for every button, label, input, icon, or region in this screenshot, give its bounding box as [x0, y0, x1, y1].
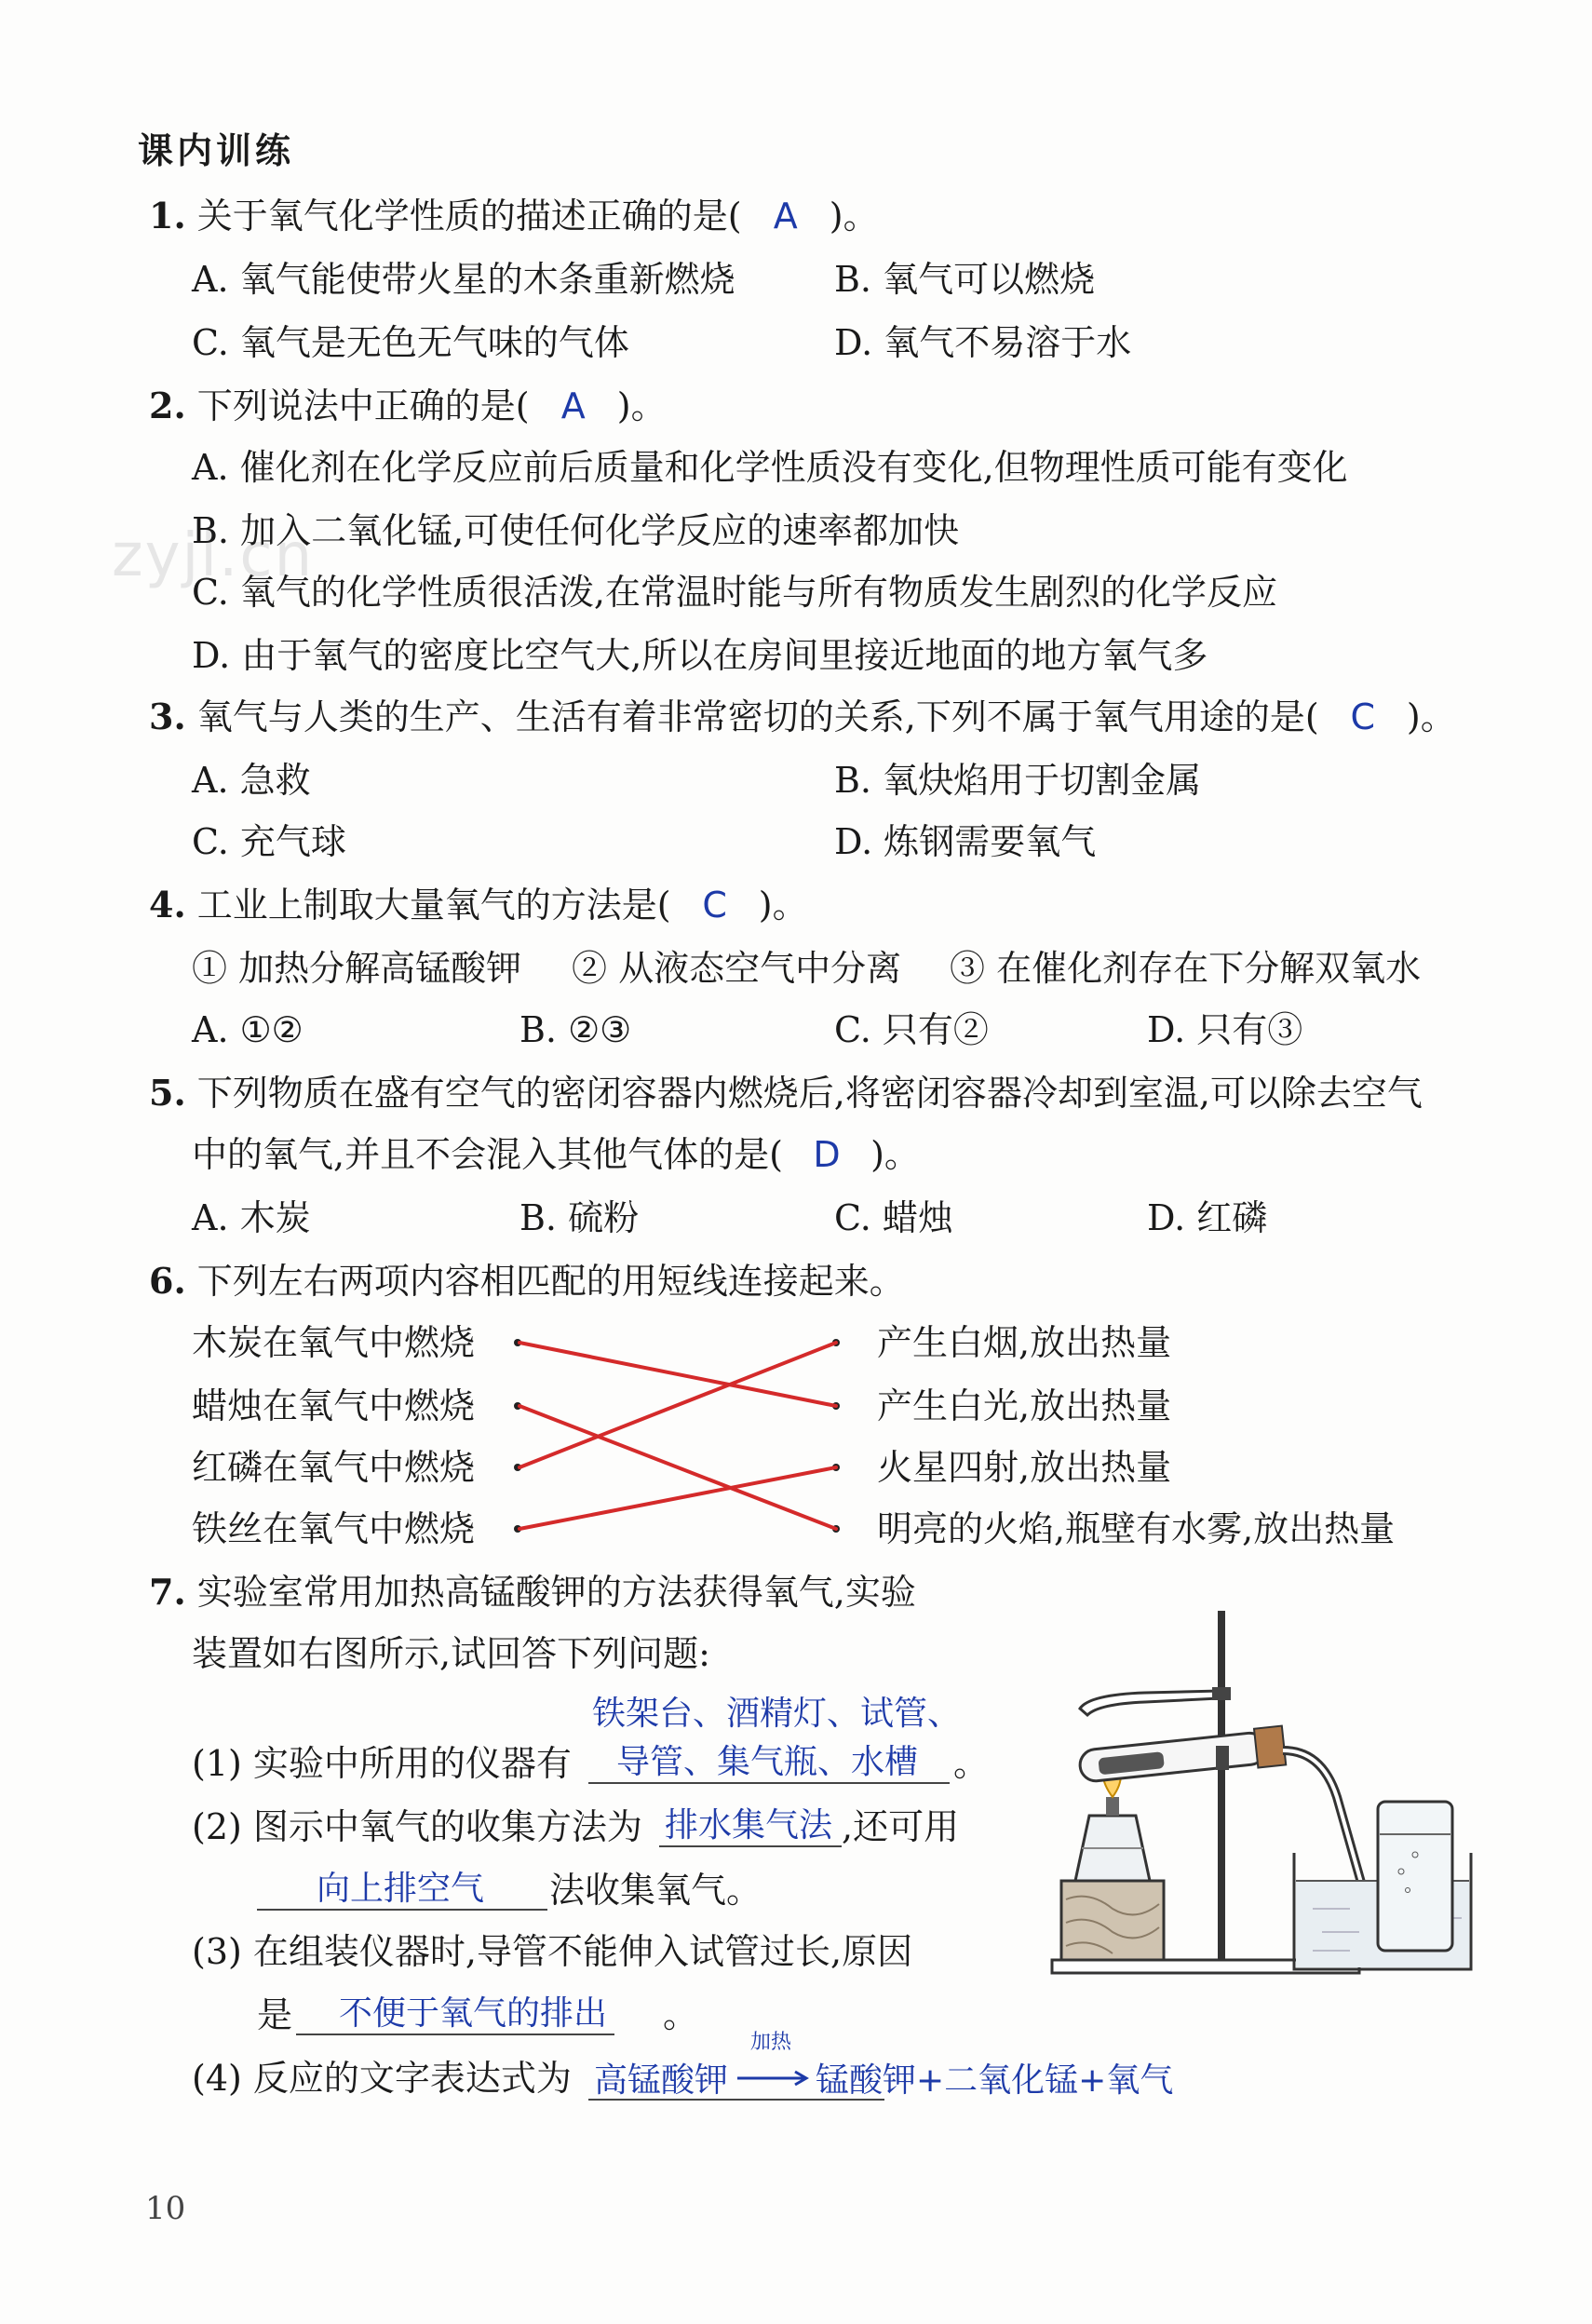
right-dot-4	[832, 1525, 840, 1533]
match-left-1: 木炭在氧气中燃烧	[192, 1322, 476, 1363]
stem-text: 下列说法中正确的是(	[196, 385, 530, 426]
answer-mark: A	[560, 385, 586, 426]
oxygen-apparatus-illustration	[1033, 1601, 1480, 2030]
reaction-arrow	[737, 2069, 812, 2088]
lamp-wick	[1106, 1797, 1119, 1816]
stem-text: 氧气与人类的生产、生活有着非常密切的关系,下列不属于氧气用途的是(	[196, 696, 1319, 737]
stem-end: )。	[758, 885, 808, 926]
question-6-stem	[149, 1259, 905, 1304]
stem-text: 工业上制取大量氧气的方法是(	[196, 885, 671, 926]
p1-answer-line1: 铁架台、酒精灯、试管、	[592, 1695, 962, 1733]
p3-prefix: 是	[257, 1994, 293, 2035]
right-dot-3	[832, 1464, 840, 1471]
option-a: A. 急救	[192, 760, 311, 801]
question-number: 4.	[149, 884, 186, 926]
stem-text: 实验室常用加热高锰酸钾的方法获得氧气,实验	[196, 1572, 916, 1613]
option-d: D. 红磷	[1147, 1197, 1268, 1238]
option-d: D. 炼钢需要氧气	[834, 821, 1097, 862]
option-d: D. 由于氧气的密度比空气大,所以在房间里接近地面的地方氧气多	[192, 635, 1208, 676]
stem-text: 下列物质在盛有空气的密闭容器内燃烧后,将密闭容器冷却到室温,可以除去空气	[196, 1073, 1423, 1114]
p3-blank	[296, 2034, 614, 2035]
p1-blank	[588, 1782, 950, 1784]
gas-collecting-bottle	[1378, 1802, 1452, 1951]
stem-text: 下列左右两项内容相匹配的用短线连接起来。	[196, 1261, 905, 1302]
upper-clamp-knob	[1212, 1687, 1231, 1700]
option-b: B. 氧气可以燃烧	[834, 259, 1096, 300]
option-c: C. 充气球	[192, 821, 346, 862]
p3-end: 。	[663, 1994, 699, 2035]
option-c: C. 蜡烛	[834, 1197, 953, 1238]
watermark: zyjl.cn	[112, 521, 315, 590]
p2-label: (2) 图示中氧气的收集方法为	[192, 1806, 642, 1847]
p3-line1: (3) 在组装仪器时,导管不能伸入试管过长,原因	[192, 1931, 913, 1972]
question-5-stem-line2	[192, 1132, 920, 1177]
option-b: B. 硫粉	[519, 1197, 640, 1238]
answer-mark: C	[1350, 696, 1376, 737]
stem-end: )。	[616, 385, 667, 426]
question-number: 5.	[149, 1072, 186, 1114]
p2-mid: ,还可用	[842, 1806, 960, 1847]
question-number: 1.	[149, 195, 186, 236]
stand-rod	[1218, 1611, 1225, 1965]
question-number: 7.	[149, 1571, 186, 1613]
option-a: A. 催化剂在化学反应前后质量和化学性质没有变化,但物理性质可能有变化	[192, 447, 1348, 488]
section-title: 课内训练	[138, 129, 295, 171]
option-b: B. 加入二氧化锰,可使任何化学反应的速率都加快	[192, 510, 960, 551]
match-right-4: 明亮的火焰,瓶壁有水雾,放出热量	[877, 1508, 1396, 1549]
p4-reactant: 高锰酸钾	[594, 2061, 729, 2100]
match-line-phosphorus	[519, 1343, 836, 1467]
test-tube	[1078, 1726, 1286, 1787]
stem-end: )。	[870, 1134, 920, 1175]
option-a: A. 木炭	[192, 1197, 311, 1238]
method-item-2: ② 从液态空气中分离	[572, 948, 902, 989]
p2-blank2	[257, 1909, 547, 1911]
match-right-2: 产生白光,放出热量	[877, 1385, 1172, 1426]
p3-answer: 不便于氧气的排出	[339, 1994, 608, 2033]
match-left-3: 红磷在氧气中燃烧	[192, 1447, 476, 1488]
match-right-3: 火星四射,放出热量	[877, 1447, 1172, 1488]
question-number: 6.	[149, 1260, 186, 1302]
left-dot-4	[514, 1525, 521, 1533]
question-1-stem	[149, 194, 879, 238]
question-number: 3.	[149, 696, 186, 737]
answer-mark: C	[702, 885, 727, 926]
option-c: C. 氧气的化学性质很活泼,在常温时能与所有物质发生剧烈的化学反应	[192, 572, 1277, 613]
question-number: 2.	[149, 385, 186, 426]
left-dot-2	[514, 1402, 521, 1410]
p4-condition: 加热	[750, 2031, 792, 2054]
left-dot-1	[514, 1339, 521, 1346]
option-a: A. 氧气能使带火星的木条重新燃烧	[192, 259, 735, 300]
stem-end: )。	[1406, 696, 1456, 737]
option-c: C. 只有②	[834, 1009, 989, 1050]
p2-end: 法收集氧气。	[549, 1870, 762, 1911]
method-item-3: ③ 在催化剂存在下分解双氧水	[950, 948, 1422, 989]
match-line-charcoal	[519, 1343, 836, 1406]
question-2-stem	[149, 384, 667, 428]
tube-clamp	[1216, 1746, 1229, 1770]
question-3-stem	[149, 695, 1456, 739]
p2-blank1	[659, 1845, 842, 1847]
option-a: A. ①②	[192, 1009, 304, 1050]
left-dot-3	[514, 1464, 521, 1471]
answer-mark: D	[813, 1134, 841, 1175]
p1-answer-line2: 导管、集气瓶、水槽	[616, 1743, 919, 1781]
right-dot-2	[832, 1402, 840, 1410]
stem-text: 关于氧气化学性质的描述正确的是(	[196, 196, 742, 236]
p4-blank	[588, 2099, 884, 2101]
match-left-4: 铁丝在氧气中燃烧	[192, 1508, 476, 1549]
answer-mark: A	[773, 196, 798, 236]
p1-label: (1) 实验中所用的仪器有	[192, 1743, 572, 1784]
option-d: D. 氧气不易溶于水	[834, 322, 1132, 363]
question-7-stem-line1	[149, 1570, 916, 1615]
match-line-iron	[519, 1467, 836, 1529]
option-b: B. ②③	[519, 1009, 632, 1050]
option-d: D. 只有③	[1147, 1009, 1303, 1050]
option-c: C. 氧气是无色无气味的气体	[192, 322, 629, 363]
stem-text: 中的氧气,并且不会混入其他气体的是(	[192, 1134, 783, 1175]
question-5-stem-line1	[149, 1071, 1423, 1115]
stem-end: )。	[829, 196, 879, 236]
method-item-1: ① 加热分解高锰酸钾	[192, 948, 522, 989]
match-right-1: 产生白烟,放出热量	[877, 1322, 1172, 1363]
question-7-stem-line2: 装置如右图所示,试回答下列问题:	[192, 1633, 710, 1674]
p2-answer1: 排水集气法	[665, 1806, 833, 1844]
p4-label: (4) 反应的文字表达式为	[192, 2058, 572, 2099]
page-number: 10	[145, 2190, 186, 2227]
upper-clamp-arm	[1080, 1691, 1220, 1715]
question-4-stem	[149, 883, 808, 927]
p2-answer2: 向上排空气	[317, 1870, 485, 1908]
p1-end: 。	[953, 1743, 990, 1784]
right-dot-1	[832, 1339, 840, 1346]
match-left-2: 蜡烛在氧气中燃烧	[192, 1385, 476, 1426]
match-line-candle	[519, 1406, 836, 1529]
p4-products: 锰酸钾+二氧化锰+氧气	[816, 2061, 1174, 2100]
option-b: B. 氧炔焰用于切割金属	[834, 760, 1202, 801]
